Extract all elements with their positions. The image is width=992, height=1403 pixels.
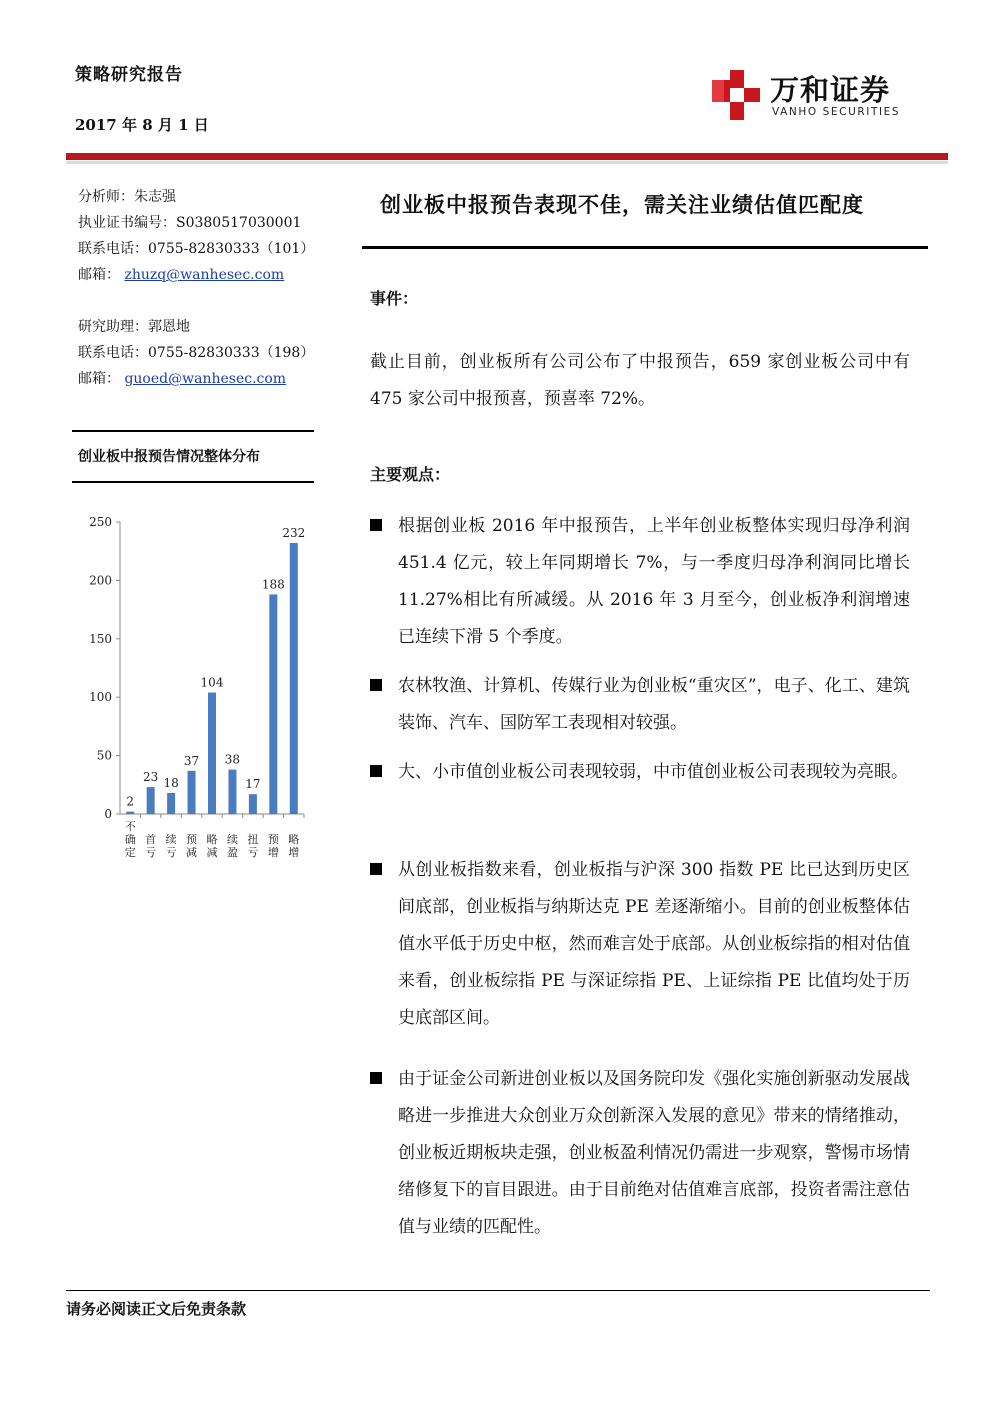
sidebar-divider-bottom	[72, 481, 314, 483]
page-title: 创业板中报预告表现不佳，需关注业绩估值匹配度	[380, 192, 864, 217]
x-tick-label: 不确定	[124, 820, 136, 859]
views-heading: 主要观点：	[370, 465, 451, 484]
x-tick-label: 略减	[206, 833, 218, 859]
title-underline	[362, 246, 928, 249]
y-tick-label: 200	[89, 573, 112, 588]
x-tick-label: 预增	[267, 833, 279, 859]
sidebar-chart-title: 创业板中报预告情况整体分布	[78, 449, 260, 465]
analyst-email-row	[78, 265, 284, 285]
data-label: 17	[245, 777, 261, 792]
bar	[249, 794, 257, 814]
y-tick-label: 0	[104, 807, 112, 821]
data-label: 18	[163, 775, 179, 790]
bullet-square-icon	[370, 679, 382, 691]
bar	[290, 543, 298, 814]
y-tick-label: 50	[96, 748, 112, 763]
data-label: 232	[282, 526, 306, 541]
analyst-email-label: 邮箱：	[78, 267, 120, 283]
view-text: 根据创业板 2016 年中报预告，上半年创业板整体实现归母净利润 451.4 亿元，较上年同期增长 7%，与一季度归母净利润同比增长 11.27%相比有所减缓。从 2016 年 3 月至今，创业板净利润增速已连续下滑 5 个季度。	[398, 516, 910, 647]
y-tick-label: 250	[89, 515, 112, 529]
header-bar-shadow	[66, 161, 948, 164]
data-label: 38	[224, 752, 241, 767]
sidebar-divider-top	[72, 430, 314, 432]
bullet-square-icon	[370, 863, 382, 875]
x-tick-label: 略增	[288, 833, 300, 859]
forecast-distribution-chart	[72, 506, 317, 876]
footer-disclaimer: 请务必阅读正文后免责条款	[66, 1300, 247, 1318]
x-tick-label: 扭亏	[247, 833, 259, 859]
view-text: 大、小市值创业板公司表现较弱，中市值创业板公司表现较为亮眼。	[398, 762, 908, 782]
data-label: 188	[261, 577, 285, 592]
assistant-name: 研究助理：郭恩地	[78, 319, 190, 335]
view-text: 从创业板指数来看，创业板指与沪深 300 指数 PE 比已达到历史区间底部，创业板指与纳斯达克 PE 差逐渐缩小。目前的创业板整体估值水平低于历史中枢，然而难言处于底部。从创业板综指的相对估值来看，创业板综指 PE 与深证综指 PE、上证综指 PE 比值均处于历史底部区间。	[398, 860, 910, 1028]
assistant-email-row	[78, 369, 286, 389]
analyst-email-link[interactable]: zhuzq@wanhesec.com	[124, 267, 285, 283]
x-tick-label: 续亏	[165, 833, 177, 859]
assistant-email-link[interactable]: guoed@wanhesec.com	[124, 371, 287, 387]
bar	[188, 771, 196, 814]
footer-divider	[66, 1290, 930, 1291]
assistant-phone: 联系电话：0755-82830333（198）	[78, 345, 315, 361]
analyst-phone: 联系电话：0755-82830333（101）	[78, 241, 315, 257]
data-label: 2	[126, 794, 135, 809]
view-text: 由于证金公司新进创业板以及国务院印发《强化实施创新驱动发展战略进一步推进大众创业万众创新深入发展的意见》带来的情绪推动，创业板近期板块走强，创业板盈利情况仍需进一步观察，警惕市场情绪修复下的盲目跟进。由于目前绝对估值难言底部，投资者需注意估值与业绩的匹配性。	[398, 1069, 910, 1237]
analyst-name: 分析师：朱志强	[78, 189, 176, 205]
x-tick-label: 首亏	[145, 833, 157, 859]
header-accent-bar	[66, 153, 948, 160]
data-label: 23	[143, 770, 159, 785]
report-date: 2017 年 8 月 1 日	[75, 116, 209, 134]
bullet-square-icon	[370, 1072, 382, 1084]
view-text: 农林牧渔、计算机、传媒行业为创业板“重灾区”，电子、化工、建筑装饰、汽车、国防军工表现相对较强。	[398, 676, 910, 733]
bullet-square-icon	[370, 519, 382, 531]
assistant-email-label: 邮箱：	[78, 371, 120, 387]
analyst-license: 执业证书编号：S0380517030001	[78, 215, 302, 231]
bullet-square-icon	[370, 765, 382, 777]
logo-text-cn: 万和证券	[770, 73, 891, 107]
company-logo	[710, 66, 910, 122]
logo-text-en: VANHO SECURITIES	[772, 106, 901, 118]
data-label: 37	[183, 753, 200, 768]
event-paragraph: 截止目前，创业板所有公司公布了中报预告，659 家创业板公司中有 475 家公司中报预喜，预喜率 72%。	[370, 352, 910, 409]
bar	[147, 787, 155, 814]
bar	[269, 594, 277, 814]
x-tick-label: 续盈	[226, 833, 238, 859]
logo-mark-icon	[710, 68, 762, 122]
event-heading: 事件：	[370, 289, 419, 308]
bar	[126, 812, 134, 814]
y-tick-label: 100	[89, 690, 112, 705]
x-tick-label: 预减	[186, 833, 198, 859]
report-type: 策略研究报告	[75, 65, 183, 85]
bar	[167, 793, 175, 814]
data-label: 104	[200, 675, 224, 690]
bar	[228, 770, 236, 814]
y-tick-label: 150	[89, 631, 112, 646]
bar	[208, 693, 216, 814]
